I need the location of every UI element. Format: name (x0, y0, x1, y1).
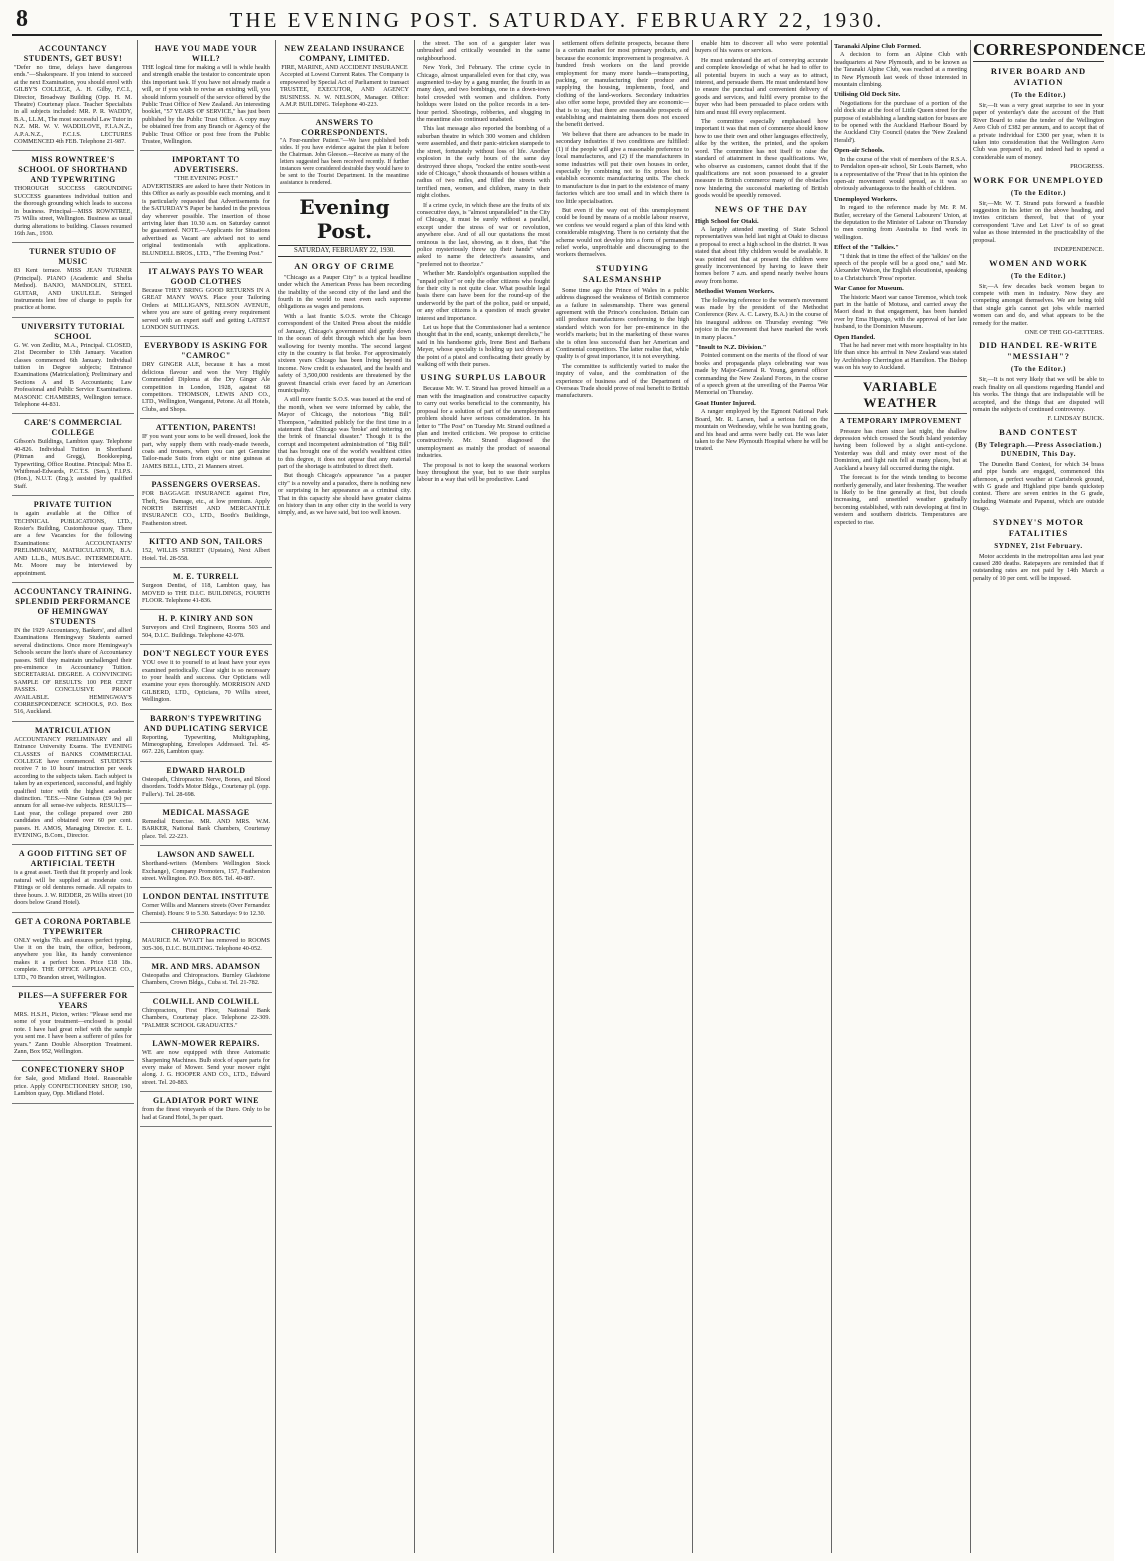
article-paragraph: settlement offers definite prospects, because there is a certain market for most primary products, and because the economic improvement is progressive. A hundred fresh workers on the land provide employment for many more hands—transporting, packing, or manufacturing their produce and supplying the housing, implements, food, and clothing of the land-workers. Secondary industries also offer some hope, provided they are economic—that is to say, that there are reasonable prospects of establishing and maintaining them does not exceed the benefit derived. (556, 40, 689, 129)
ad-heading: CARE'S COMMERCIAL COLLEGE (23, 418, 123, 438)
ad-accountancy-training (12, 583, 134, 722)
card-body: Remedial Exercise. MR. AND MRS. W.M. BARKER, National Bank Chambers, Courtenay place. Tel. 22-223. (142, 818, 270, 840)
card-body: Surgeon Dentist, of 118, Lambton quay, has MOVED to THE D.I.C. BUILDINGS, FOURTH FLOOR. Telephone 41-836. (142, 582, 270, 604)
news-item-title: Methodist Women Workers. (695, 288, 775, 296)
article-paragraph: This last message also reported the bombing of a suburban theatre in which 300 women and children were assembled, and their panic-stricken stampede to the street, fortunately without loss of life. Another explosion in the early hours of the same day destroyed three shops, "rocked the entire south-west side of Chicago," shook thousands of houses within a radius of two miles, and filled the streets with terrified men, women, and children, many in their night clothes. (417, 125, 550, 200)
ad-heading: CONFECTIONERY SHOP (21, 1065, 125, 1075)
letter-subheading: (To the Editor.) (1010, 188, 1067, 197)
ad-subheading: FIRE, MARINE, AND ACCIDENT INSURANCE (281, 64, 408, 71)
article-paragraph: But even if the way out of this unemployment could be found by means of a mobile labour reserve, we confess we would regard a plan of this kind with considerable misgiving. There is no certainty that the scheme would not develop into a form of permanent relief works, unprofitable and discouraging to the workers themselves. (556, 206, 689, 259)
news-item-title: High School for Otaki. (695, 217, 759, 225)
card-heading: M. E. TURRELL (173, 572, 239, 582)
article-paragraph: Whether Mr. Randolph's organisation supplied the "unpaid police" or only the other citizens who fought for their city is not quite clear. What possible legal basis there can have been for the round-up of the underworld by the part of the police, paid or unpaid, or any other citizens is a question of much greater interest and importance. (417, 270, 550, 322)
band-contest-body: The Dunedin Band Contest, for which 34 brass and pipe bands are engaged, commenced this afternoon, a perfect weather at Carisbrook ground, with G grade and Highland pipe bands quickstep contest. There are seven entries in the G grade, including Waimate and Papanui, which are outside Otago. (973, 460, 1104, 513)
news-item-body: A decision to form an Alpine Club with headquarters at New Plymouth, and to be known as the Taranaki Alpine Club, was reached at a meeting in New Plymouth last week of those interested in mountain climbing. (834, 51, 967, 89)
news-item-body: The following reference to the women's movement was made by the president of the Methodist Conference (Rev. A. C. Lawry, B.A.) in the course of his inaugural address on Thursday evening: "We rejoice in the movement that have marked the work in many places." (695, 296, 828, 341)
ad-tutorial-school (12, 318, 134, 415)
letter-headline: WORK FOR UNEMPLOYED (973, 174, 1104, 185)
weather-paragraph: Pressure has risen since last night, the shallow depression which crossed the South Island yesterday having been followed by a slight anti-cyclone. Yesterday was dull and misty over most of the Dominion, and light rain fell at many places, but at Auckland a heavy fall occurred during the night. (834, 427, 967, 472)
masthead (0, 0, 1114, 34)
ad-heading: IT ALWAYS PAYS TO WEAR GOOD CLOTHES (148, 266, 264, 286)
answers-body: "A Four-number Patient."—We have published both sides. If you have evidence against the plan it before the Chairman. John Gleeson.—Receive as many of the letters suggested has been received recently. If further instances were considered desirable they would have to be sent to the Tourist Department. In the meantime assistance is rendered. (280, 138, 409, 187)
ad-camroc-ginger-ale (140, 337, 272, 419)
ad-body: 83 Kent terrace. MISS JEAN TURNER (Principal). PIANO (Academic and Shelta Method). BANJO, MANDOLIN, STEEL GUITAR, AND UKULELE. Stringed instruments lent free of charge to pupils for practice at home. (14, 267, 132, 312)
ad-body: Reporting, Typewriting, Multigraphing, Mimeographing, Envelopes Addressed. Tel. 45-667. 226, Lambton quay. (142, 733, 270, 756)
letter-subheading: (To the Editor.) (1010, 91, 1067, 99)
ad-heading: PILES—A SUFFERER FOR YEARS (18, 990, 128, 1010)
ad-heading: HAVE YOU MADE YOUR WILL? (154, 44, 258, 63)
card-body: Chiropractors, First Floor, National Bank Chambers, Courtenay place. Telephone 22-309. "PALMER SCHOOL GRADUATES." (142, 1006, 270, 1029)
ad-heading: NEW ZEALAND INSURANCE COMPANY, LIMITED. (284, 44, 405, 63)
article-paragraph: The committee especially emphasised how important it was that men of commerce should know how to use their own and other languages effectively, alike by the written, the printed, and the spoken word. The committee has not itself to raise the standard of attainment in these qualifications. We, who observe as customers, cannot doubt that if the qualifications are not soon possessed to a greater measure in British commerce many of the obstacles now hindering the successful marketing of British goods would be speedily removed. (695, 118, 828, 200)
article-paragraph: Because Mr. W. T. Strand has proved himself as a man with the imagination and constructive capacity to carry out works beneficial to the community, his proposal for a solution of part of the unemployment problem should have serious consideration. In his letter to "The Post" on Tuesday Mr. Strand outlined a plan and invited criticism. We propose to criticise constructively. Mr. Strand diagnosed the unemployment as mainly the product of seasonal industries. (417, 385, 550, 460)
ad-body: Because THEY BRING GOOD RETURNS IN A GREAT MANY WAYS. Place your Tailoring Orders at MILLIGAN'S, NELSON AVENUE, where you are sure of getting every requirement served with an expert staff and getting LATEST LONDON SUITINGS. (142, 286, 270, 331)
ad-heading: A GOOD FITTING SET OF ARTIFICIAL TEETH (18, 849, 128, 869)
motor-fatalities-headline: SYDNEY'S MOTOR FATALITIES (992, 516, 1085, 538)
column-rule (970, 40, 971, 1553)
column-5 (556, 40, 689, 1553)
ad-kitto-tailors (140, 533, 272, 568)
news-item-body: In the course of the visit of members of the R.S.A. to Pendalton open-air school, Sir Louis Barnett, who is a representative of the 'Press' that in his opinion the open-air movement would spread, as it was so obviously advantageous to the health of children. (834, 155, 967, 193)
ad-typewriting-service (140, 710, 272, 762)
column-rule (692, 40, 693, 1553)
card-heading: COLWILL AND COLWILL (152, 996, 260, 1006)
correspondence-title: CORRESPONDENCE (973, 40, 1104, 62)
news-item-body: A largely attended meeting of State School representatives was held last night at Otaki to discuss a proposal to erect a high school in the district. It was stated that about fifty children would be available. It was pointed out that at present the children were greatly inconvenienced by having to leave their homes before 7 a.m. and spend nearly twelve hours away from home. (695, 225, 828, 285)
band-contest-headline: BAND CONTEST (999, 426, 1078, 437)
ad-body: 152, WILLIS STREET (Upstairs), Next Albert Hotel. Tel. 28-558. (142, 547, 270, 562)
letter-body: Sir,—A few decades back women began to compete with men in industry. Now they are competing amongst themselves. We are being told that single girls cannot get jobs while married women can and do, and what appears to be the remedy for the matter. (973, 282, 1104, 327)
weather-paragraph: The forecast is for the winds tending to become northerly generally, and later freshening. The weather is likely to be fine generally at first, but clouds increasing, and unsettled weather gradually becoming established, with rain developing at first in western and southern districts. Temperatures are expected to rise. (834, 474, 967, 526)
ad-heading: KITTO AND SON, TAILORS (149, 537, 263, 547)
card-body: Surveyors and Civil Engineers, Rooms 503 and 504, D.I.C. Buildings. Telephone 42-978. (142, 624, 270, 639)
ad-body: MRS. H.S.H., Picton, writes: "Please send me some of your treatment—enclosed is postal note. I have had great relief with the sample you sent me. I have been a sufferer of piles for years." Zann Double Absorption Treatment. Zann, Box 952, Wellington. (14, 1010, 132, 1055)
ad-public-trust-will (140, 40, 272, 151)
card-heading: MR. AND MRS. ADAMSON (151, 962, 261, 972)
ad-heading: LAWN-MOWER REPAIRS. (152, 1039, 260, 1049)
column-7 (834, 40, 967, 1553)
article-paragraph: Some time ago the Prince of Wales in a public address diagnosed the weakness of British commerce as a failure in salesmanship. There was general agreement with the Prince's conclusion. Britain can still produce manufactures conforming to the high standard which won for her pre-eminence in the world's markets; but in the marketing of these wares she is often less successful than her American and Continental competitors. The latter realise that, while quality is of great importance, it is not everything. (556, 286, 689, 361)
notice-body: ADVERTISERS are asked to have their Notices in this Office as early as possible each morning, and it is particularly requested that Advertisements for the SATURDAY'S Paper be handed in the previous day wherever possible. The insertion of those arriving later than 10.30 a.m. on Saturday cannot be guaranteed. NOTE.—Applicants for Situations advertised as Vacant are advised not to send original testimonials with applications. BLUNDELL BROS., LTD., "The Evening Post." (142, 182, 270, 257)
answers-heading: ANSWERS TO CORRESPONDENTS. (301, 118, 388, 138)
ad-body: is a great asset. Teeth that fit properly and look natural will be supplied at moderate cost. Fittings or old dentures remade. All repairs to three hours. J. W. RIDDER, 26 Willis street (10 doors below Grand Hotel). (14, 869, 132, 907)
ad-rowntree-school (12, 151, 134, 243)
editorial-paragraph: But though Chicago's appearance "as a pauper city" is a novelty and a paradox, there is nothing new or surprising in her appearance as a criminal city. That in this capacity she should have greater claims on history than in any other city in the world is very simply, and, as we have said, but too well known. (278, 472, 411, 517)
news-item-title: Taranaki Alpine Club Formed. (834, 43, 921, 50)
masthead-title: THE EVENING POST. SATURDAY. FEBRUARY 22, 1930. (229, 8, 885, 32)
ad-artificial-teeth (12, 845, 134, 912)
editorial-paragraph: With a last frantic S.O.S. wrote the Chicago correspondent of the United Press about the middle of January, Chicago's government slid gently down in the ocean of debt through which she has been wallowing for twenty months. The second largest city in the country is flat broke. For approximately sixteen years Chicago has been living beyond its income. Now credit is exhausted, and the health and safety of 3,500,000 residents are threatened by the gravest financial crisis ever faced by an American municipality. (278, 312, 411, 394)
ad-body: YOU owe it to yourself to at least have your eyes examined periodically. Clear sight is so necessary to your health and success. Our Opticians will examine your eyes thoroughly. MORRISON AND GILBERD, LTD., Opticians, 70 Willis street, Wellington. (142, 659, 270, 704)
card-london-dental (140, 888, 272, 923)
ad-heading: PRIVATE TUITION (33, 500, 113, 510)
ad-confectionery-shop (12, 1061, 134, 1103)
band-contest-dateline: (By Telegraph.—Press Association.) DUNEDIN, This Day. (975, 440, 1102, 458)
ad-piles-treatment (12, 987, 134, 1061)
salesmanship-headline: STUDYING SALESMANSHIP (582, 262, 663, 284)
article-paragraph: He must understand the art of conveying accurate and complete knowledge of what he had to offer to all potential buyers in such a way as to attract, interest, and persuade them. He must understand how to ensure the punctual and convenient delivery of goods and services, and fulfil every promise to the buyer who had been persuaded to place orders with him and must fill every replacement. (695, 56, 828, 116)
letter-signature: INDEPENDENCE. (1053, 246, 1104, 254)
editorial-headline: AN ORGY OF CRIME (294, 260, 395, 271)
letter-body: Sir,—Mr. W. T. Strand puts forward a feasible suggestion in his letter on the above heading, and invites criticism thereof, but that of your correspondent 'Live and Let Live' is of so great value as those interested in the practicability of the proposal. (973, 199, 1104, 244)
article-paragraph: New York, 3rd February. The crime cycle in Chicago, almost unparalleled even for that city, was augmented to-day by a gang murder, the fourth in as many days, and two bombings, one in a down-town hotel crowded with women and children. Forty holdups were listed on the police records in a ten-hour period. Shootings, robberies, and slugging in the meantime also continued unabated. (417, 64, 550, 124)
column-rule (831, 40, 832, 1553)
letter-signature: PROGRESS. (1070, 163, 1104, 171)
ad-body: WE are now equipped with three Automatic Sharpening Machines. Bulb stock of spare parts for every make of Mower. Send your mower right along. J. G. HOOPER AND CO., LTD., Edward street. Tel. 20-883. (142, 1049, 270, 1086)
card-colwill (140, 993, 272, 1035)
column-2 (140, 40, 272, 1553)
masthead-rule (12, 34, 1102, 36)
card-kiniry-surveyors (140, 610, 272, 645)
ad-body: Accepted at Lowest Current Rates. The Company is empowered by Special Act of Parliament to transact TRUSTEE, EXECUTOR, AND AGENCY BUSINESS. N. W. NELSON, Manager. Office: A.M.P. BUILDING. Telephone 40-223. (280, 71, 409, 109)
article-paragraph: Let us hope that the Commissioner had a sentence thought that in the end, scanty, unkempt derelicts," he said in his handsome girls, Irene Best and Barbara Meyer, whose specialty is holding up taxi drivers at the point of a pistol and confiscating their greatly by walking off with their purses. (417, 324, 550, 369)
ad-heading: ATTENTION, PARENTS! (155, 423, 257, 433)
news-item-body: Pointed comment on the merits of the flood of war books and propaganda plays celebrating war was made by Major-General R. Young, general officer commanding the New Zealand Forces, in the course of a speech given at the unveiling of the Paeroa War Memorial on Thursday. (695, 352, 828, 397)
ad-banks-college (12, 722, 134, 846)
card-body: Shorthand-writers (Members Wellington Stock Exchange), Company Promoters, 157, Featherston street. Wellington. P.O. Box 805. Tel. 40-887. (142, 860, 270, 883)
letter-body: Sir,—It is not very likely that we will be able to reach finality on all questions regarding Handel and his works. The things that are indisputable will be accepted, and the things that are disputed will remain the subjects of continued controversy. (973, 376, 1104, 413)
letter-body: Sir,—It was a very great surprise to see in your paper of yesterday's date the account of the Hutt River Board to raise the tender of the Wellington Aero Club of £382 per annum, and to accept that of a private individual for £300 per year, when it is taken into consideration that the Wellington Aero Club was prepared to, and indeed had to spend a considerable sum of money. (973, 102, 1104, 161)
news-item-title: Open-air Schools. (834, 147, 885, 155)
editorial-paragraph: "Chicago as a Pauper City" is a typical headline under which the American Press has been recording the inability of the second city of the land and the fourth in the world to meet even such supreme obligations as wages and pensions. (278, 273, 411, 311)
news-item-body: That he had never met with more hospitality in his life than since his arrival in New Zealand was stated by Archbishop Cherrington at Hamilton. The Bishop was on his way to Auckland. (834, 342, 967, 372)
ad-private-tuition (12, 496, 134, 583)
news-item-title: Open Handed. (834, 333, 876, 341)
column-rule (137, 40, 138, 1553)
column-8 (973, 40, 1146, 1553)
ad-body: Gibson's Buildings, Lambton quay. Telephone 40-826. Individual Tuition in Shorthand (Pitman and Gregg), Bookkeeping, Typewriting, Office Routine. Principal: Miss E. Whitbread-Edwards, P.C.T.S. (Sen.), F.I.P.S. (Hon.), N.U.T. (Eng.); assisted by qualified Staff. (14, 438, 132, 490)
ad-opticians (140, 645, 272, 709)
ad-body: for Sale, good Midland Hotel. Reasonable price. Apply CONFECTIONERY SHOP, 190, Lambton quay, Opp. Midland Hotel. (14, 1075, 132, 1098)
letter-signature: ONE OF THE GO-GETTERS. (1024, 328, 1104, 336)
news-item-title: Effect of the "Talkies." (834, 244, 899, 252)
page-number: 8 (16, 6, 28, 32)
column-1 (12, 40, 134, 1553)
news-item-title: Utilising Old Dock Site. (834, 91, 901, 99)
ad-heading: UNIVERSITY TUTORIAL SCHOOL (21, 321, 125, 341)
ad-accountancy-students (12, 40, 134, 151)
ad-heading: GET A CORONA PORTABLE TYPEWRITER (14, 916, 132, 936)
card-heading: LONDON DENTAL INSTITUTE (142, 892, 270, 902)
ad-body: DRY GINGER ALE, because it has a most delicious flavour and won the Very Highly Commended Diploma at the Dry Ginger Ale competition in London, 1928, against 68 competitors. THOMSON, LEWIS AND CO., LTD., Wellington, Wanganui, Petone. At all Hotels, Clubs, and Shops. (142, 361, 270, 413)
editorial-date: SATURDAY, FEBRUARY 22, 1930. (278, 245, 411, 256)
editorial-paragraph: A still more frantic S.O.S. was issued at the end of the month, when we were informed by cable, the Mayor of Chicago, the notorious "Big Bill" Thompson, "admitted publicly for the first time in a statement that Chicago was 'broke' and tottering on the brink of financial disaster." Though it is the corrupt and incompetent administration of "Big Bill" that has brought one of the world's wealthiest cities to this degree, it does not appear that any material part of the shortage is attributed to direct theft. (278, 396, 411, 470)
ad-heading: ACCOUNTANCY STUDENTS, GET BUSY! (23, 44, 123, 63)
card-heading: MEDICAL MASSAGE (162, 808, 250, 817)
card-body: Corner Willis and Manners streets (Over Fernandez Chemist). Hours: 9 to 5.30. Saturdays: 9 to 12.30. (142, 902, 270, 917)
news-item-body: In regard to the reference made by Mr. P. M. Butler, secretary of the General Labourers' Union, at the deputation to the Minister of Labour on Thursday to men coming from Australia to find work in Wellington. (834, 204, 967, 241)
ad-body: THE logical time for making a will is while health and strength enable the testator to concentrate upon this important task. If you have not already made a will, or if you wish to revise an existing will, you should inform yourself of the service offered by the Public Trust Office of New Zealand. An interesting booklet, "57 YEARS OF SERVICE," has just been published by the Public Trust Office. A copy may be obtained free from any Branch or Agency of the Public Trust Office or post free from the Public Trustee, Wellington. (142, 64, 270, 146)
ad-body: FOR BAGGAGE INSURANCE against Fire, Theft, Sea Damage, etc., at low premium. Apply NORTH BRITISH AND MERCANTILE INSURANCE CO., LTD., Booth's Buildings, Featherston street. (142, 490, 270, 527)
news-item-body: The historic Maori war canoe Teremoe, which took part in the battle of Motuoa, and carried away the Maori dead in that engagement, has been handed over by Ema Hipango, with the approval of her late husband, to the Dominion Museum. (834, 293, 967, 331)
column-rule (553, 40, 554, 1553)
ad-heading: EVERYBODY IS ASKING FOR "CAMROC" (144, 341, 268, 361)
ad-heading: MATRICULATION (35, 725, 111, 735)
ad-body: ACCOUNTANCY PRELIMINARY and all Entrance University Exams. The EVENING CLASSES of BANKS COMMERCIAL COLLEGE have commenced. STUDENTS receive 7 to 10 hours' instruction per week according to the subjects taken. Each subject is taken by an experienced, successful, and highly qualified tutor with the highest academic distinction. "EES.—Nine Guineas (£9 9s) per annum for all sense-ive subjects. RESULTS—Last year, the college prepared over 280 candidates and obtained over 60 per cent. passes. H. AMOS, Managing Director. E. L. EVENING, B.Com., Director. (14, 735, 132, 840)
ad-heading: DON'T NEGLECT YOUR EYES (143, 649, 269, 659)
card-heading: LAWSON AND SAWELL (157, 850, 255, 860)
ad-corona-typewriter (12, 913, 134, 987)
ad-body: G. W. von Zedlitz, M.A., Principal. CLOSED, 21st December to 13th January. Vacation classes commenced 6th January. Individual tuition in Degree subjects; Entrance Examinations (Matriculation); Preliminary and Sections A and B Accountants; Law Professional and Public Service Examinations. MASONIC CHAMBERS, Wellington terrace. Telephone 44-831. (14, 341, 132, 408)
article-paragraph: If a crime cycle, in which these are the fruits of six consecutive days, is "almost unparalleled" in the City of Chicago, it must be surely without a parallel, except under the stress of war or revolution, anywhere else. And of all our quotations the most ominous is the last, showing, as it does, that "the police mysteriously threw up their hands" when asked to name the detective's assassins, and "preferred not to theorize." (417, 201, 550, 268)
ad-nz-insurance (278, 40, 411, 114)
motor-fatalities-body: Motor accidents in the metropolitan area last year caused 280 deaths. Ratepayers are reminded that if outstanding rates are not paid by 14th March a penalty of 10 per cent. will be imposed. (973, 552, 1104, 582)
ad-body: IN the 1929 Accountancy, Bankers', and allied Examinations Hemingway Students earned several distinctions. Once more Hemingway's Schools secure the lion's share of Accountancy passes. Still they maintain unchallenged their pre-eminence in Accountancy Tuition. SECRETARIAL DEGREE. A CONVINCING SAMPLE OF RESULTS: 100 PER CENT PASSES. CONCLUSIVE PROOF AVAILABLE. HEMINGWAY'S CORRESPONDENCE SCHOOLS, P.O. Box 516, Auckland. (14, 626, 132, 716)
ad-body: ONLY weighs 7lb. and ensures perfect typing. Use it on the train, the office, bedroom, anywhere you like, its handy convenience makes it a perfect boon. Price £18 18s. complete. THE OFFICE APPLIANCE CO., LTD., 70 Brandon street, Wellington. (14, 936, 132, 981)
letter-headline: WOMEN AND WORK (989, 257, 1088, 268)
ad-body: is again available at the Office of TECHNICAL PUBLICATIONS, LTD., Rosier's Building, Customhouse quay. There are a few Vacancies for the following Examinations: ACCOUNTANTS' PRELIMINARY, MATRICULATION, B.A. AND LL.B., MUS.BAC. INTERMEDIATE. Mr. Moore may be interviewed by appointment. (14, 510, 132, 577)
letter-headline: RIVER BOARD AND AVIATION (990, 66, 1087, 87)
ad-heading: GLADIATOR PORT WINE (153, 1096, 259, 1106)
ad-heading: PASSENGERS OVERSEAS. (151, 480, 261, 490)
card-body: Osteopaths and Chiropractors. Burnley Gladstone Chambers, Crown Bldgs., Cuba st. Tel. 21-782. (142, 972, 270, 987)
card-body: MAURICE M. WYATT has removed to ROOMS 305-306, D.I.C. BUILDING. Telephone 40-052. (142, 937, 270, 952)
column-rule (414, 40, 415, 1553)
ad-heading: MISS ROWNTREE'S SCHOOL OF SHORTHAND AND TYPEWRITING (18, 155, 128, 185)
ad-heading: ACCOUNTANCY TRAINING. SPLENDID PERFORMANCE OF HEMINGWAY STUDENTS (14, 586, 132, 626)
card-heading: EDWARD HAROLD (166, 765, 246, 775)
column-4 (417, 40, 550, 1553)
ad-milligans-tailoring (140, 263, 272, 337)
column-6 (695, 40, 828, 1553)
card-turrell-dentist (140, 568, 272, 610)
news-item-title: Unemployed Workers. (834, 195, 898, 203)
notice-subheading: "THE EVENING POST." (174, 175, 238, 183)
ad-gladiator-port (140, 1092, 272, 1127)
column-rule (275, 40, 276, 1553)
news-of-the-day-headline: NEWS OF THE DAY (714, 203, 809, 214)
article-paragraph: The committee is sufficiently varied to make the inquiry of value, and the combination of the experience of business and of the Department of Overseas Trade should prove of real benefit to British manufacturers. (556, 362, 690, 400)
article-paragraph: The proposal is not to keep the seasonal workers busy throughout the year, but to use their surplus labour in a way that will be productive. Land (417, 461, 550, 484)
column-3 (278, 40, 411, 1553)
news-item-body: "I think that in time the effect of the 'talkies' on the speech of the people will be a good one," said Mr. Alexander Watson, the English elocutionist, speaking to a Christchurch 'Press' reporter. (834, 252, 967, 282)
letter-subheading: (To the Editor.) (1010, 365, 1067, 374)
article-paragraph: enable him to discover all who were potential buyers of his wares or services. (695, 40, 828, 55)
ad-body: "Defer no time, delays have dangerous ends."—Shakespeare. If you intend to succeed at the next Examination, you should enrol with GILBY'S COLLEGE, A. H. Gilby, F.C.I., Director, Broadway Building (Opp. H. M. Theatre) Courtenay place. Teacher Specialists in all subjects included: MR. P. R. WADDY, B.A., LL.M., The most successful Law Tutor in N.Z. MR. W. V. WADDILOVE, F.I.A.N.Z., A.P.A.N.Z., F.C.I.S. LECTURES COMMENCED 4th FEB. Telephone 21-987. (14, 64, 132, 146)
letter-headline: DID HANDEL RE-WRITE "MESSIAH"? (979, 340, 1098, 362)
letter-signature: F. LINDSAY BUICK. (1047, 415, 1104, 423)
card-heading: CHIROPRACTIC (171, 927, 241, 937)
news-item-title: War Canoe for Museum. (834, 285, 904, 293)
news-item-title: "Insult to N.Z. Division." (695, 344, 767, 352)
ad-heading: BARRON'S TYPEWRITING AND DUPLICATING SERVICE (143, 713, 269, 733)
card-heading: H. P. KINIRY AND SON (158, 614, 254, 624)
ad-music-studio (12, 243, 134, 317)
card-medical-massage (140, 804, 272, 846)
article-paragraph: We believe that there are advances to be made in secondary industries if two conditions are fulfilled: (1) if the people will give a reasonable preference to local manufactures, and (2) if the manufacturers in some industries will put their own houses in order, especially by combining not to fix prices but to establish economic manufacturing units. The check to manufacture is due in part to the existence of many factories which are too small and in which there is too little specialisation. (556, 130, 689, 205)
ad-body: THOROUGH SUCCESS GROUNDING SUCCESS guarantees individual tuition and the thorough grounding which leads to success in business. Principal—MISS ROWNTREE, 75 Willis street, Wellington. Business as usual during alterations to building. Classes resumed 16th Jan., 1930. (14, 185, 132, 237)
card-chiropractic (140, 923, 272, 958)
weather-headline: VARIABLE WEATHER (834, 376, 967, 414)
motor-fatalities-dateline: SYDNEY, 21st February. (994, 541, 1083, 550)
notice-heading: IMPORTANT TO ADVERTISERS. (171, 155, 241, 175)
weather-subheadline: A TEMPORARY IMPROVEMENT (839, 416, 962, 425)
answers-to-correspondents (278, 114, 411, 193)
news-item-title: Goat Hunter Injured. (695, 399, 756, 407)
card-lawson-sawell (140, 846, 272, 888)
notice-advertisers (140, 151, 272, 262)
card-harold-osteopath (140, 762, 272, 804)
ad-lawn-mower-repairs (140, 1035, 272, 1092)
ad-body: from the finest vineyards of the Duro. Only to be had at Grand Hotel, 3s per quart. (142, 1106, 270, 1121)
ad-commercial-college (12, 414, 134, 496)
news-item-body: Negotiations for the purchase of a portion of the old dock site at the foot of Little Queen street for the purpose of establishing a landing station for buses are to be opened with the Auckland Harbour Board by the Auckland City Council (states the 'New Zealand Herald'). (834, 99, 968, 144)
newspaper-flag: Evening Post. (299, 195, 390, 244)
letter-subheading: (To the Editor.) (1010, 271, 1067, 280)
ad-baggage-insurance (140, 476, 272, 533)
ad-heading: TURNER STUDIO OF MUSIC (29, 247, 117, 267)
surplus-labour-headline: USING SURPLUS LABOUR (420, 372, 547, 383)
card-body: Osteopath, Chiropractor. Nerve, Bones, and Blood disorders. Todd's Motor Bldgs., Courtenay pl. (opp. Fuller's). Tel. 28-698. (142, 775, 270, 798)
news-item-body: A ranger employed by the Egmont National Park Board, Mr. R. Larsen, had a serious fall on the mountain on Wednesday, while he was hunting goats, and his head and arms were badly cut. He was later taken to the New Plymouth Hospital where he will be treated. (695, 408, 828, 453)
ad-attention-parents (140, 419, 272, 476)
article-paragraph: the street. The son of a gangster later was unbrushed and critically wounded in the same neighbourhood. (417, 40, 550, 62)
card-adamson (140, 958, 272, 993)
ad-body: IF you want your sons to be well dressed, look the part, why supply them with ready-made tweeds, coats and trousers, when you can get Genuine Tailor-made Suits from eight or nine guineas at JAMES BELL, LTD., 21 Manners street. (142, 433, 270, 470)
